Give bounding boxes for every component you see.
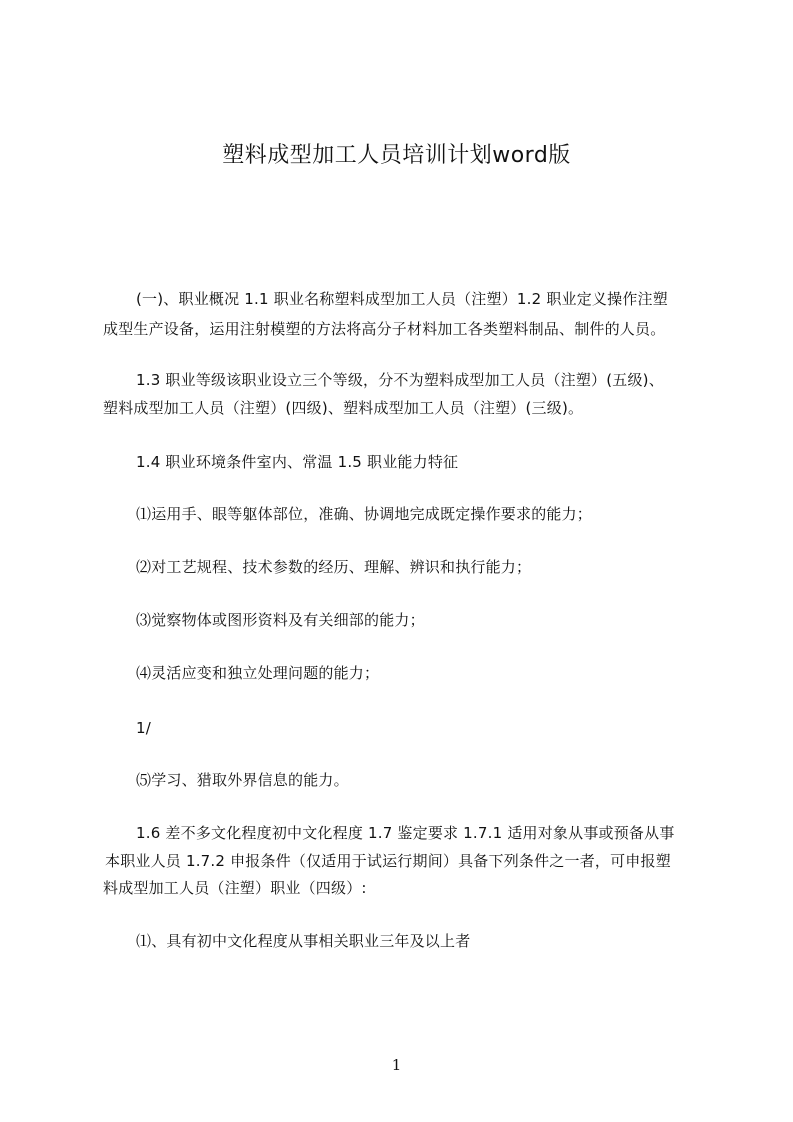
- body-line: 1.3 职业等级该职业设立三个等级，分不为塑料成型加工人员（注塑）(五级)、: [136, 371, 664, 389]
- body-line: ⑷灵活应变和独立处理问题的能力；: [136, 664, 380, 682]
- body-line: 塑料成型加工人员（注塑）(四级)、塑料成型加工人员（注塑）(三级)。: [103, 399, 584, 417]
- body-line: ⑵对工艺规程、技术参数的经历、理解、辨识和执行能力；: [136, 558, 532, 576]
- page-number: 1: [391, 1056, 402, 1074]
- document-title: 塑料成型加工人员培训计划word版: [222, 143, 571, 168]
- body-line: 1.4 职业环境条件室内、常温 1.5 职业能力特征: [136, 453, 459, 471]
- body-line: ⑶觉察物体或图形资料及有关细部的能力；: [136, 611, 425, 629]
- body-line: (一)、职业概况 1.1 职业名称塑料成型加工人员（注塑）1.2 职业定义操作注塑: [136, 290, 668, 308]
- body-line: 1/: [136, 719, 151, 737]
- body-line: 料成型加工人员（注塑）职业（四级）:: [103, 879, 367, 897]
- body-line: 1.6 差不多文化程度初中文化程度 1.7 鉴定要求 1.7.1 适用对象从事或预备从事: [136, 824, 675, 842]
- body-line: ⑴运用手、眼等躯体部位，准确、协调地完成既定操作要求的能力；: [136, 505, 593, 523]
- body-line: ⑴、具有初中文化程度从事相关职业三年及以上者: [136, 932, 471, 950]
- body-line: ⑸学习、猎取外界信息的能力。: [136, 771, 349, 789]
- body-line: 本职业人员 1.7.2 申报条件（仅适用于试运行期间）具备下列条件之一者，可申报塑: [105, 852, 671, 870]
- body-line: 成型生产设备，运用注射模塑的方法将高分子材料加工各类塑料制品、制件的人员。: [103, 320, 666, 338]
